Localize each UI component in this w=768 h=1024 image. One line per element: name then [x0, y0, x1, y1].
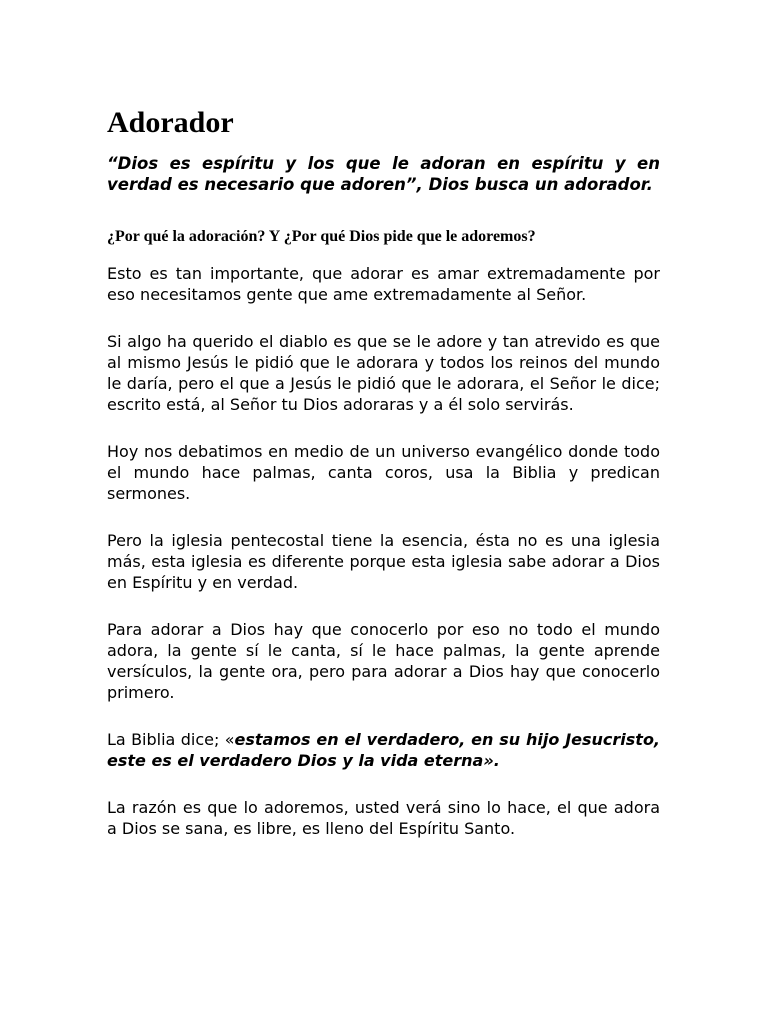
- bible-quote-paragraph: [107, 729, 660, 771]
- lead-quote: “Dios es espíritu y los que le adoran en espíritu y en verdad es necesario que adoren”, Dios busca un adorador.: [107, 154, 660, 194]
- closing-paragraph: La razón es que lo adoremos, usted verá sino lo hace, el que adora a Dios se sana, es libre, es lleno del Espíritu Santo.: [107, 798, 660, 838]
- paragraph: Hoy nos debatimos en medio de un universo evangélico donde todo el mundo hace palmas, canta coros, usa la Biblia y predican sermones.: [107, 442, 660, 503]
- paragraph: Pero la iglesia pentecostal tiene la esencia, ésta no es una iglesia más, esta iglesia es diferente porque esta iglesia sabe adorar a Dios en Espíritu y en verdad.: [107, 531, 660, 592]
- paragraph: Si algo ha querido el diablo es que se le adore y tan atrevido es que al mismo Jesús le pidió que le adorara y todos los reinos del mundo le daría, pero el que a Jesús le pidió que le adorara, el Señor le dice; escrito está, al Señor tu Dios adoraras y a él solo servirás.: [107, 332, 660, 414]
- document-page: [107, 104, 660, 865]
- document-title: Adorador: [107, 106, 234, 139]
- paragraph: Esto es tan importante, que adorar es amar extremadamente por eso necesitamos gente que ame extremadamente al Señor.: [107, 264, 660, 304]
- section-question: ¿Por qué la adoración? Y ¿Por qué Dios pide que le adoremos?: [107, 228, 536, 245]
- bible-quote-intro: La Biblia dice; «: [107, 730, 235, 749]
- paragraph: Para adorar a Dios hay que conocerlo por eso no todo el mundo adora, la gente sí le canta, sí le hace palmas, la gente aprende versículos, la gente ora, pero para adorar a Dios hay que conocerlo primero.: [107, 620, 660, 702]
- bible-quote-text: estamos en el verdadero, en su hijo Jesucristo, este es el verdadero Dios y la vida eterna».: [107, 730, 661, 770]
